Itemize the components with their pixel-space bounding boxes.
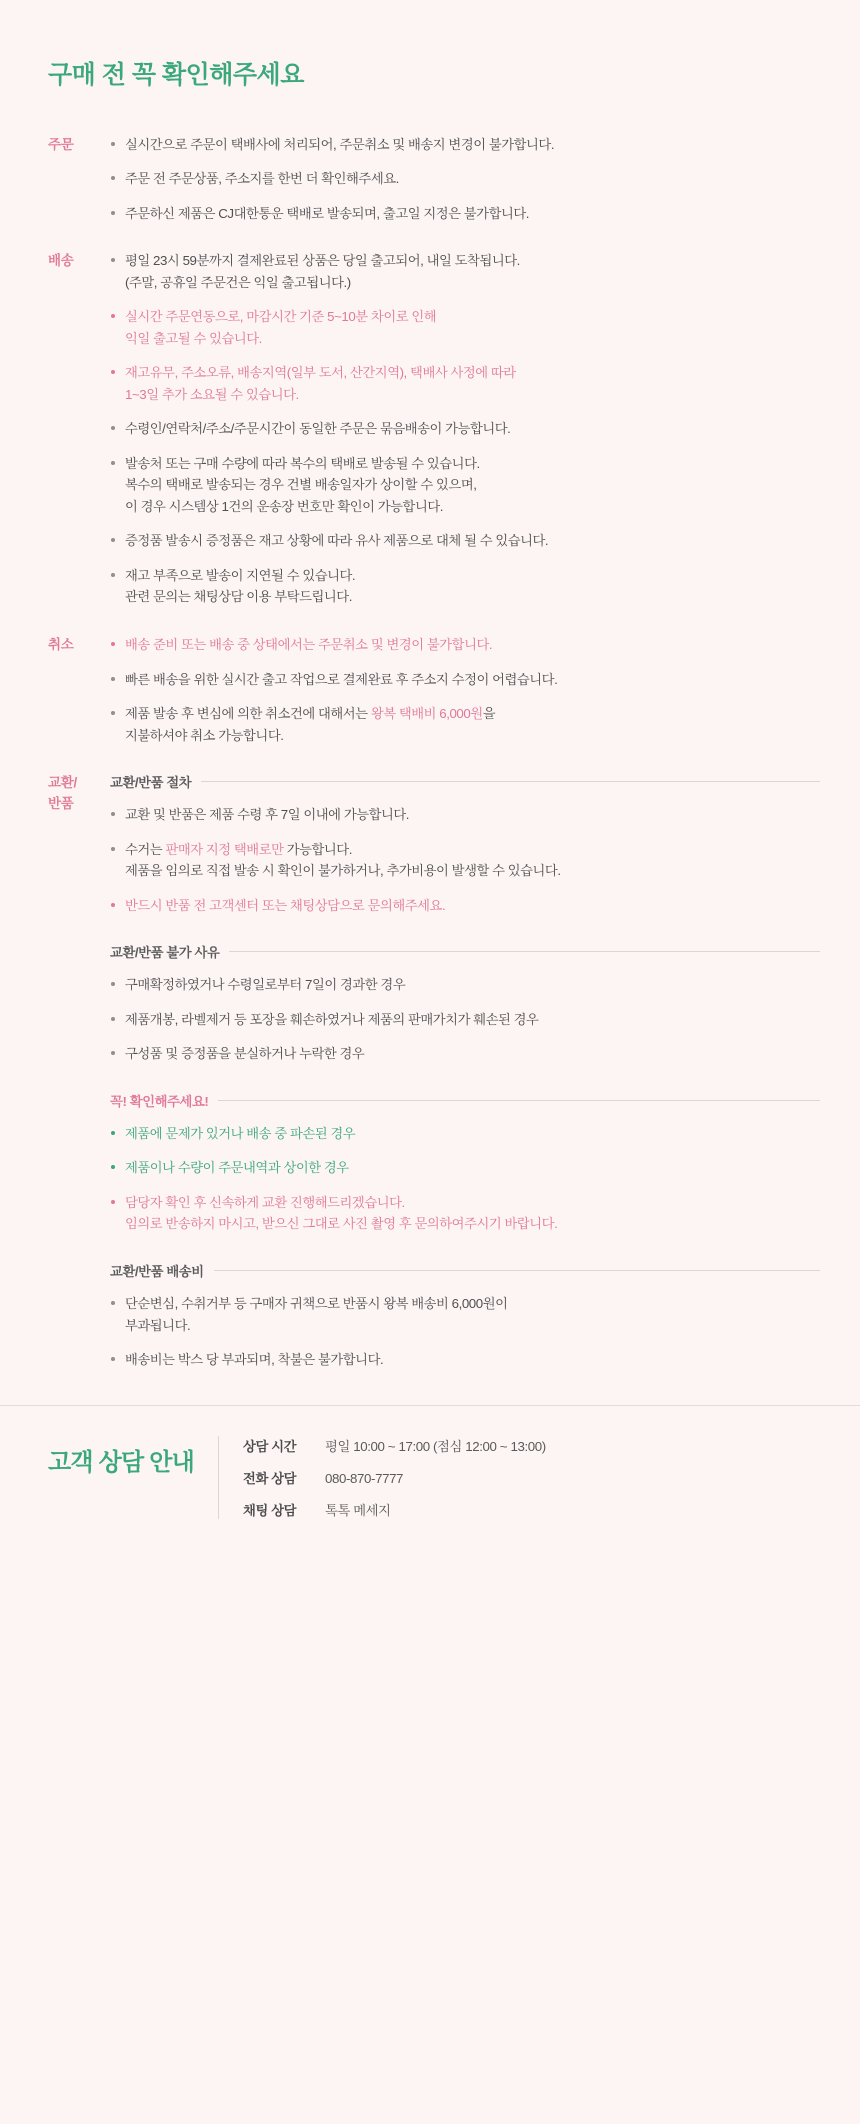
support-phone-row: 전화 상담 080-870-7777	[243, 1470, 404, 1486]
list-item: 제품개봉, 라벨제거 등 포장을 훼손하였거나 제품의 판매가치가 훼손된 경우	[110, 1009, 820, 1031]
support-chat-row: 채팅 상담 톡톡 메세지	[243, 1500, 820, 1519]
section-body-cancel	[108, 634, 820, 746]
exchange-process-list	[110, 804, 820, 916]
order-bullet-list	[110, 134, 820, 225]
section-label-shipping: 배송	[48, 253, 74, 269]
section-shipping	[48, 250, 820, 608]
section-exchange-return	[48, 772, 820, 1370]
cancel-bullet-list	[110, 634, 820, 746]
exchange-process-heading: 교환/반품 절차	[110, 772, 820, 791]
list-item: 제품이나 수량이 주문내역과 상이한 경우	[110, 1157, 820, 1179]
exchange-fee-list	[110, 1293, 820, 1371]
list-item: 발송처 또는 구매 수량에 따라 복수의 택배로 발송될 수 있습니다. 복수의 택배로 발송되는 경우 건별 배송일자가 상이할 수 있으며, 이 경우 시스템상 1건의 운송장 번호만 확인이 가능합니다.	[110, 453, 820, 518]
list-item: 배송 준비 또는 배송 중 상태에서는 주문취소 및 변경이 불가합니다.	[110, 634, 820, 656]
list-item: 단순변심, 수취거부 등 구매자 귀책으로 반품시 왕복 배송비 6,000원이 부과됩니다.	[110, 1293, 820, 1336]
section-body-shipping	[108, 250, 820, 608]
exchange-process-block	[110, 772, 820, 916]
must-check-list	[110, 1123, 820, 1235]
section-label-exchange: 교환/ 반품	[48, 775, 77, 812]
customer-support-footer	[0, 1405, 860, 1553]
list-item: 구매확정하였거나 수령일로부터 7일이 경과한 경우	[110, 974, 820, 996]
list-item: 재고 부족으로 발송이 지연될 수 있습니다. 관련 문의는 채팅상담 이용 부탁드립니다.	[110, 565, 820, 608]
list-item: 주문 전 주문상품, 주소지를 한번 더 확인해주세요.	[110, 168, 820, 190]
list-item: 수령인/연락처/주소/주문시간이 동일한 주문은 묶음배송이 가능합니다.	[110, 418, 820, 440]
section-label-order: 주문	[48, 136, 74, 152]
section-body-exchange	[108, 772, 820, 1370]
list-item: 교환 및 반품은 제품 수령 후 7일 이내에 가능합니다.	[110, 804, 820, 826]
list-item: 재고유무, 주소오류, 배송지역(일부 도서, 산간지역), 택배사 사정에 따라 1~3일 추가 소요될 수 있습니다.	[110, 362, 820, 405]
list-item: 반드시 반품 전 고객센터 또는 채팅상담으로 문의해주세요.	[110, 895, 820, 917]
exchange-fee-heading: 교환/반품 배송비	[110, 1261, 820, 1280]
list-item: 실시간으로 주문이 택배사에 처리되어, 주문취소 및 배송지 변경이 불가합니다.	[110, 134, 820, 156]
exchange-fee-block	[110, 1261, 820, 1371]
exchange-denied-block	[110, 942, 820, 1065]
shipping-bullet-list	[110, 250, 820, 608]
footer-divider	[218, 1436, 219, 1519]
list-item: 제품에 문제가 있거나 배송 중 파손된 경우	[110, 1123, 820, 1145]
section-order	[48, 134, 820, 225]
section-label-cancel: 취소	[48, 637, 74, 652]
list-item: 증정품 발송시 증정품은 재고 상황에 따라 유사 제품으로 대체 될 수 있습니다.	[110, 530, 820, 552]
list-item: 구성품 및 증정품을 분실하거나 누락한 경우	[110, 1043, 820, 1065]
list-item: 주문하신 제품은 CJ대한통운 택배로 발송되며, 출고일 지정은 불가합니다.	[110, 203, 820, 225]
exchange-denied-heading: 교환/반품 불가 사유	[110, 942, 820, 961]
heading-rule	[218, 1100, 820, 1101]
list-item: 평일 23시 59분까지 결제완료된 상품은 당일 출고되어, 내일 도착됩니다. (주말, 공휴일 주문건은 익일 출고됩니다.)	[110, 250, 820, 293]
support-phone-number[interactable]: 080-870-7777	[325, 1470, 404, 1486]
cancel-fee-line: 제품 발송 후 변심에 의한 취소건에 대해서는 왕복 택배비 6,000원을	[125, 706, 496, 722]
section-cancel	[48, 634, 820, 746]
list-item: 수거는 판매자 지정 택배로만 가능합니다. 제품을 임의로 직접 발송 시 확인이 불가하거나, 추가비용이 발생할 수 있습니다.	[110, 839, 820, 882]
footer-rows	[243, 1436, 820, 1519]
list-item: 실시간 주문연동으로, 마감시간 기준 5~10분 차이로 인해 익일 출고될 수 있습니다.	[110, 306, 820, 349]
list-item: 배송비는 박스 당 부과되며, 착불은 불가합니다.	[110, 1349, 820, 1371]
heading-rule	[229, 951, 820, 952]
list-item: 빠른 배송을 위한 실시간 출고 작업으로 결제완료 후 주소지 수정이 어렵습니다.	[110, 669, 820, 691]
page-title: 구매 전 꼭 확인해주세요	[48, 60, 304, 89]
section-body-order	[108, 134, 820, 225]
list-item: 제품 발송 후 변심에 의한 취소건에 대해서는 왕복 택배비 6,000원을 지불하셔야 취소 가능합니다.	[110, 703, 820, 746]
notice-content	[0, 108, 860, 1371]
must-check-heading: 꼭! 확인해주세요!	[110, 1091, 820, 1110]
support-chat-channel[interactable]: 톡톡 메세지	[325, 1502, 391, 1518]
support-hours-row: 상담 시간 평일 10:00 ~ 17:00 (점심 12:00 ~ 13:00)	[243, 1438, 546, 1454]
exchange-denied-list	[110, 974, 820, 1065]
emphasis-text: 판매자 지정 택배로만	[165, 841, 284, 857]
list-item: 담당자 확인 후 신속하게 교환 진행해드리겠습니다. 임의로 반송하지 마시고, 받으신 그대로 사진 촬영 후 문의하여주시기 바랍니다.	[110, 1192, 820, 1235]
notice-page	[0, 17, 860, 2124]
heading-rule	[214, 1270, 820, 1271]
emphasis-text: 왕복 택배비 6,000원	[370, 706, 483, 722]
must-check-block	[110, 1091, 820, 1235]
heading-rule	[201, 781, 820, 782]
footer-title: 고객 상담 안내	[48, 1448, 195, 1476]
